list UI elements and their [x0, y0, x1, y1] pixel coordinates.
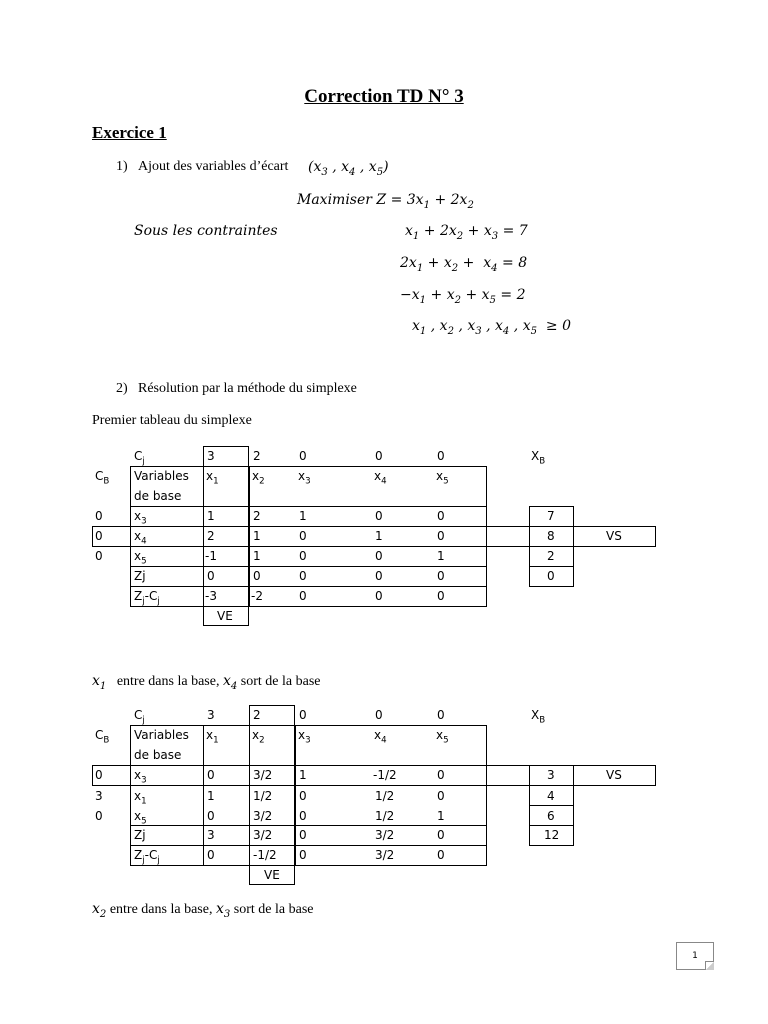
table-cell: 3/2	[253, 809, 273, 823]
var-header: $x_3$	[298, 728, 311, 746]
objective-function: Maximiser $Z = 3x_1 + 2x_2$	[297, 192, 474, 211]
var-header: $x_3$	[298, 469, 311, 487]
table-cell: 2	[207, 529, 215, 543]
var-header: $x_2$	[252, 469, 265, 487]
basis-label: Variables	[134, 469, 189, 483]
zj-value: 0	[437, 828, 445, 842]
xb-label: $X_B$	[531, 449, 546, 467]
table-cell: 0	[299, 789, 307, 803]
table-cell: 1/2	[375, 809, 395, 823]
zj-cj-value: -1/2	[253, 848, 277, 862]
var-header: $x_4$	[374, 728, 387, 746]
table-cell: 1	[207, 509, 215, 523]
zj-cj-value: 0	[299, 589, 307, 603]
table-cell: 1	[437, 549, 445, 563]
xb-value: 3	[547, 768, 555, 782]
zj-value: 0	[253, 569, 261, 583]
table-cell: 0	[299, 549, 307, 563]
basis-var: $x_4$	[134, 529, 147, 547]
leaving-variable-tag: VS	[606, 768, 622, 782]
table-cell: 1	[375, 529, 383, 543]
zj-cj-label: $Z_j-C_j$	[134, 589, 160, 607]
table-cell: 0	[437, 789, 445, 803]
zj-cj-label: $Z_j-C_j$	[134, 848, 160, 866]
page-fold-icon	[705, 961, 714, 970]
objective-value: 0	[547, 569, 555, 583]
cj-value: 0	[437, 708, 445, 722]
basis-label: de base	[134, 489, 182, 503]
var-header: $x_2$	[252, 728, 265, 746]
step-2-number: 2)	[116, 381, 128, 396]
table-cell: 1	[253, 529, 261, 543]
page-number	[676, 942, 714, 970]
exercise-heading: Exercice 1	[92, 123, 167, 142]
page-number-text: 1	[692, 951, 698, 961]
var-header: $x_5$	[436, 469, 449, 487]
var-header: $x_4$	[374, 469, 387, 487]
cj-value: 3	[207, 708, 215, 722]
table-cell: 1	[253, 549, 261, 563]
zj-cj-value: 0	[207, 848, 215, 862]
table-cell: 0	[375, 549, 383, 563]
constraints-label: Sous les contraintes	[134, 223, 278, 239]
cj-value: 0	[375, 449, 383, 463]
cb-label: $C_B$	[95, 728, 110, 746]
table-cell: 0	[299, 809, 307, 823]
zj-value: 3/2	[375, 828, 395, 842]
entering-variable-tag: VE	[217, 609, 233, 623]
basis-var: $x_5$	[134, 809, 147, 827]
zj-value: 3	[207, 828, 215, 842]
basis-var: $x_3$	[134, 768, 147, 786]
table-cell: 0	[207, 768, 215, 782]
constraint-3: $-x_1 + x_2 + x_5 = 2$	[400, 287, 526, 306]
table-cell: -1	[205, 549, 217, 563]
zj-value: 0	[299, 569, 307, 583]
constraint-2: $2x_1 + x_2 + x_4 = 8$	[400, 255, 528, 274]
var-header: $x_1$	[206, 469, 219, 487]
constraint-1: $x_1 + 2x_2 + x_3 = 7$	[405, 223, 528, 242]
table-cell: 1	[207, 789, 215, 803]
cj-value: 0	[375, 708, 383, 722]
xb-value: 7	[547, 509, 555, 523]
basis-label: Variables	[134, 728, 189, 742]
zj-cj-value: 0	[437, 848, 445, 862]
cj-value: 3	[207, 449, 215, 463]
entering-variable-tag: VE	[264, 868, 280, 882]
cj-label: $C_j$	[134, 708, 145, 726]
cj-value: 2	[253, 449, 261, 463]
xb-value: 2	[547, 549, 555, 563]
cb-label: $C_B$	[95, 469, 110, 487]
zj-value: 0	[437, 569, 445, 583]
zj-cj-value: 3/2	[375, 848, 395, 862]
cj-label: $C_j$	[134, 449, 145, 467]
table-cell: 1/2	[375, 789, 395, 803]
pivot-note-2: $x_2$ entre dans la base, $x_3$ sort de la base	[92, 901, 314, 920]
table-cell: 0	[299, 529, 307, 543]
slack-variables: ($x_3$ , $x_4$ , $x_5$)	[308, 159, 389, 178]
cj-value: 0	[299, 449, 307, 463]
zj-value: 0	[375, 569, 383, 583]
cj-value: 2	[253, 708, 261, 722]
table-cell: 1/2	[253, 789, 273, 803]
basis-var: $x_5$	[134, 549, 147, 567]
table-cell: 0	[207, 809, 215, 823]
xb-value: 6	[547, 809, 555, 823]
zj-label: Zj	[134, 569, 146, 583]
zj-label: Zj	[134, 828, 146, 842]
xb-value: 4	[547, 789, 555, 803]
table-cell: 1	[437, 809, 445, 823]
basis-var: $x_1$	[134, 789, 147, 807]
table-1-caption: Premier tableau du simplexe	[92, 413, 252, 428]
xb-label: $X_B$	[531, 708, 546, 726]
cb-value: 0	[95, 809, 103, 823]
cj-value: 0	[299, 708, 307, 722]
cj-value: 0	[437, 449, 445, 463]
var-header: $x_5$	[436, 728, 449, 746]
leaving-variable-tag: VS	[606, 529, 622, 543]
zj-cj-value: 0	[437, 589, 445, 603]
basis-var: $x_3$	[134, 509, 147, 527]
zj-cj-value: 0	[375, 589, 383, 603]
cb-value: 3	[95, 789, 103, 803]
var-header: $x_1$	[206, 728, 219, 746]
table-cell: 2	[253, 509, 261, 523]
xb-value: 8	[547, 529, 555, 543]
zj-cj-value: 0	[299, 848, 307, 862]
table-cell: 0	[375, 509, 383, 523]
table-cell: 0	[437, 529, 445, 543]
table-cell: -1/2	[373, 768, 397, 782]
pivot-note-1: $x_1$ entre dans la base, $x_4$ sort de la base	[92, 673, 321, 692]
step-2-text: Résolution par la méthode du simplexe	[138, 381, 357, 396]
zj-value: 3/2	[253, 828, 273, 842]
page-title: Correction TD N° 3	[304, 86, 464, 107]
table-cell: 0	[437, 509, 445, 523]
cb-value: 0	[95, 509, 103, 523]
step-1-text: Ajout des variables d’écart	[138, 159, 289, 174]
cb-value: 0	[95, 549, 103, 563]
table-cell: 3/2	[253, 768, 273, 782]
zj-cj-value: -2	[251, 589, 263, 603]
zj-cj-value: -3	[205, 589, 217, 603]
non-negativity: $x_1$ , $x_2$ , $x_3$ , $x_4$ , $x_5 \ge 0$	[412, 318, 572, 337]
cb-value: 0	[95, 768, 103, 782]
basis-label: de base	[134, 748, 182, 762]
step-1-number: 1)	[116, 159, 128, 174]
zj-value: 0	[207, 569, 215, 583]
zj-value: 0	[299, 828, 307, 842]
table-cell: 0	[437, 768, 445, 782]
table-cell: 1	[299, 509, 307, 523]
table-cell: 1	[299, 768, 307, 782]
objective-value: 12	[544, 828, 560, 842]
cb-value: 0	[95, 529, 103, 543]
